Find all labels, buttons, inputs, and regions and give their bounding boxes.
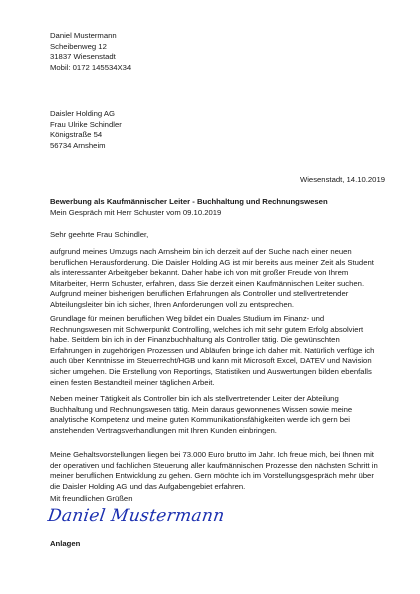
paragraph-line: habe. Seitdem bin ich in der Finanzbuchhaltung als Controller tätig. Die gewünschten xyxy=(50,335,340,345)
paragraph-line: sicher umgehen. Die Erstellung von Reportings, Statistiken und Auswertungen bilden ebenfalls xyxy=(50,366,372,376)
paragraph-line: einen festen Bestandteil meiner täglichen Arbeit. xyxy=(50,377,215,387)
paragraph-line: Neben meiner Tätigkeit als Controller bin ich als stellvertretender Leiter der Abteilung xyxy=(50,394,339,404)
paragraph-line: Grundlage für meinen beruflichen Weg bildet ein Duales Studium im Finanz- und xyxy=(50,314,325,323)
recipient-street: Königstraße 54 xyxy=(50,130,103,140)
paragraph-line: anstehenden Vertragsverhandlungen mit Ihren Kunden einbringen. xyxy=(50,425,277,435)
subject-title: Bewerbung als Kaufmännischer Leiter - Buchhaltung und Rechnungswesen xyxy=(50,197,328,206)
paragraph-line: aufgrund meines Umzugs nach Arnsheim bin ich derzeit auf der Suche nach einer neuen xyxy=(50,247,352,256)
sender-street: Scheibenweg 12 xyxy=(50,41,107,51)
date-line: Wiesenstadt, 14.10.2019 xyxy=(299,175,385,184)
salutation: Sehr geehrte Frau Schindler, xyxy=(50,230,149,239)
paragraph-line: meiner beruflichen Entwicklung zu gehen. Gern möchte ich im Vorstellungsgespräch mehr über xyxy=(50,471,374,481)
subject-reference: Mein Gespräch mit Herr Schuster vom 09.10.2019 xyxy=(50,207,222,217)
paragraph-line: die Daisler Holding AG und das Aufgabengebiet erfahren. xyxy=(50,481,246,491)
closing: Mit freundlichen Grüßen xyxy=(50,494,133,503)
paragraph-qualifications xyxy=(50,314,390,437)
attachments-label: Anlagen xyxy=(50,539,81,548)
paragraph-line: als interessanter Arbeitgeber bekannt. Daher habe ich von mit großer Freude von Ihrem xyxy=(50,268,349,278)
sender-city: 31837 Wiesenstadt xyxy=(50,52,116,62)
recipient-company: Daisler Holding AG xyxy=(50,109,115,118)
recipient-address xyxy=(50,109,122,151)
paragraph-line: Rechnungswesen mit Schwerpunkt Controlling, welches ich mit sehr gutem Erfolg absolviert xyxy=(50,324,364,334)
recipient-city: 56734 Arnsheim xyxy=(50,140,106,150)
paragraph-salary xyxy=(50,450,390,492)
paragraph-line: analytische Kompetenz und meine guten Kommunikationsfähigkeiten werde ich gern bei xyxy=(50,415,350,425)
paragraph-line: auch über Kenntnisse im Steuerrecht/HGB und kann mit Microsoft Excel, DATEV und Navision xyxy=(50,356,372,366)
paragraph-line: Aufgrund meiner bisherigen beruflichen Erfahrungen als Controller und stellvertretender xyxy=(50,289,349,299)
paragraph-line: Meine Gehaltsvorstellungen liegen bei 73.000 Euro brutto im Jahr. Ich freue mich, bei Ihnen mit xyxy=(50,450,374,459)
paragraph-intro xyxy=(50,247,390,311)
paragraph-line: Buchhaltung und Rechnungswesen tätig. Mein daraus gewonnenes Wissen sowie meine xyxy=(50,404,353,414)
paragraph-line: beruflichen Herausforderung. Die Daisler Holding AG ist mir bereits aus meiner Zeit als Student xyxy=(50,257,374,267)
paragraph-line: Mitarbeiter, Herrn Schuster, erfahren, dass Sie derzeit einen Kaufmännischen Leiter suchen. xyxy=(50,278,365,288)
sender-name: Daniel Mustermann xyxy=(50,31,117,40)
paragraph-line: Erfahrungen in zugehörigen Prozessen und Abläufen bringe ich daher mit. Natürlich verfüge ich xyxy=(50,345,375,355)
recipient-contact: Frau Ulrike Schindler xyxy=(50,119,122,129)
signature: Daniel Mustermann xyxy=(46,506,226,526)
paragraph-line: Abteilungsleiter bin ich sicher, Ihren Anforderungen voll zu entsprechen. xyxy=(50,299,295,309)
subject-block xyxy=(50,197,328,218)
sender-mobile: Mobil: 0172 145534X34 xyxy=(50,62,132,72)
sender-address xyxy=(50,31,131,73)
paragraph-line: der operativen und fachlichen Steuerung aller kaufmännischen Prozesse den nächsten Schritt in xyxy=(50,460,378,470)
